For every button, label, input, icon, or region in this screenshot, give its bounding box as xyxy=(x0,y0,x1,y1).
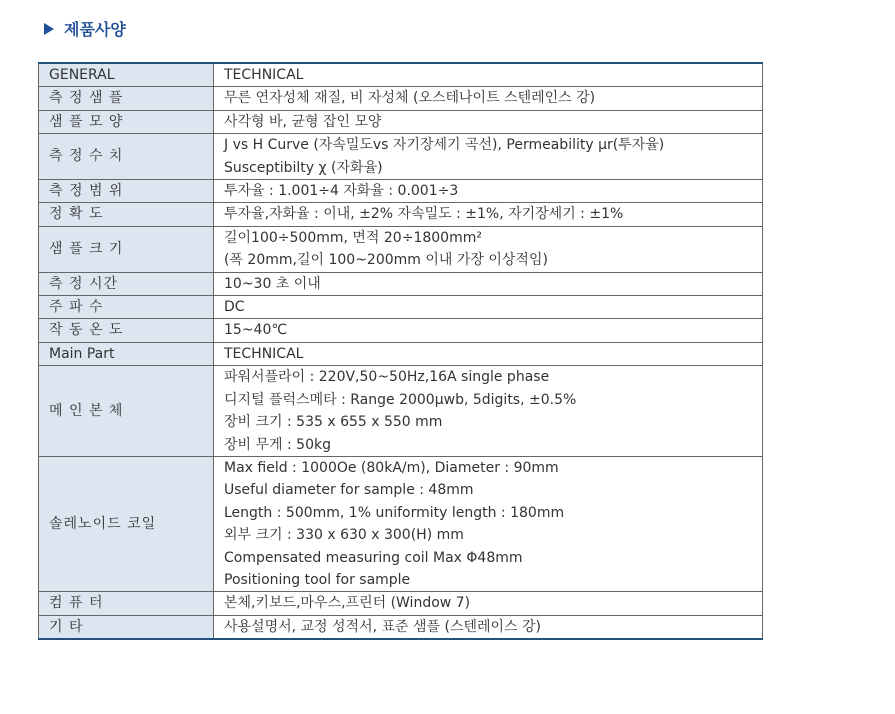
row-label: Main Part xyxy=(39,342,214,365)
row-value: 투자율,자화율 : 이내, ±2% 자속밀도 : ±1%, 자기장세기 : ±1% xyxy=(214,203,763,226)
row-value: 본체,키보드,마우스,프린터 (Window 7) xyxy=(214,592,763,615)
table-row xyxy=(39,63,763,87)
row-label: 작 동 온 도 xyxy=(39,319,214,342)
row-value: 투자율 : 1.001÷4 자화율 : 0.001÷3 xyxy=(214,180,763,203)
row-label: 측 정 범 위 xyxy=(39,180,214,203)
row-value: 길이100÷500mm, 면적 20÷1800mm² (폭 20mm,길이 100~200mm 이내 가장 이상적임) xyxy=(214,226,763,272)
table-row xyxy=(39,226,763,272)
row-label: 메 인 본 체 xyxy=(39,366,214,457)
row-value: 15~40℃ xyxy=(214,319,763,342)
triangle-bullet-icon xyxy=(44,23,54,35)
row-value: 사각형 바, 균형 잡인 모양 xyxy=(214,110,763,133)
row-value: 무른 연자성체 재질, 비 자성체 (오스테나이트 스텐레인스 강) xyxy=(214,87,763,110)
row-value: J vs H Curve (자속밀도vs 자기장세기 곡선), Permeability μr(투자율) Susceptibilty χ (자화율) xyxy=(214,134,763,180)
section-heading xyxy=(44,17,126,40)
row-value: 10~30 초 이내 xyxy=(214,272,763,295)
row-value: Max field : 1000Oe (80kA/m), Diameter : 90mm Useful diameter for sample : 48mm Length : 500mm, 1% uniformity length : 180mm 외부 크기 : 330 x 630 x 300(H) mm Compensated measuring coil Max Φ48mm Positioning tool for sample xyxy=(214,456,763,591)
table-row xyxy=(39,203,763,226)
row-value: TECHNICAL xyxy=(214,63,763,87)
spec-table xyxy=(38,62,763,640)
table-row xyxy=(39,180,763,203)
row-label: 샘 플 모 양 xyxy=(39,110,214,133)
row-value: 파워서플라이 : 220V,50~50Hz,16A single phase 디지털 플럭스메타 : Range 2000μwb, 5digits, ±0.5% 장비 크기 : 535 x 655 x 550 mm 장비 무게 : 50kg xyxy=(214,366,763,457)
row-label: 정 확 도 xyxy=(39,203,214,226)
table-row xyxy=(39,456,763,591)
row-label: 측 정 시간 xyxy=(39,272,214,295)
row-value: 사용설명서, 교정 성적서, 표준 샘플 (스텐레이스 강) xyxy=(214,615,763,639)
table-row xyxy=(39,87,763,110)
table-row xyxy=(39,615,763,639)
row-label: 기 타 xyxy=(39,615,214,639)
row-label: GENERAL xyxy=(39,63,214,87)
row-label: 주 파 수 xyxy=(39,296,214,319)
table-row xyxy=(39,296,763,319)
row-label: 솔레노이드 코일 xyxy=(39,456,214,591)
row-label: 측 정 샘 플 xyxy=(39,87,214,110)
table-row xyxy=(39,319,763,342)
table-row xyxy=(39,342,763,365)
section-title: 제품사양 xyxy=(64,20,126,39)
row-label: 컴 퓨 터 xyxy=(39,592,214,615)
table-row xyxy=(39,272,763,295)
table-row xyxy=(39,592,763,615)
row-value: TECHNICAL xyxy=(214,342,763,365)
table-row xyxy=(39,110,763,133)
row-value: DC xyxy=(214,296,763,319)
row-label: 측 정 수 치 xyxy=(39,134,214,180)
table-row xyxy=(39,366,763,457)
row-label: 샘 플 크 기 xyxy=(39,226,214,272)
table-row xyxy=(39,134,763,180)
